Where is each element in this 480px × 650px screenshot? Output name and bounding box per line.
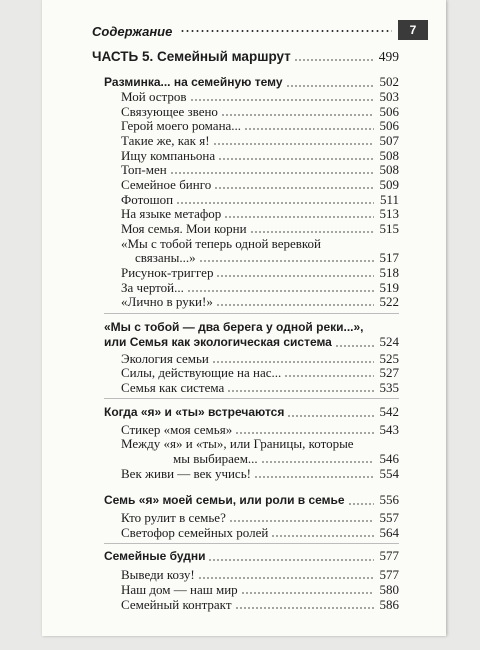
toc-item[interactable] bbox=[121, 525, 399, 540]
toc-page-number: 522 bbox=[379, 294, 399, 310]
toc-leader bbox=[271, 535, 374, 537]
toc-page-number: 508 bbox=[379, 147, 399, 163]
toc-page-number: 506 bbox=[379, 118, 399, 134]
section-divider bbox=[104, 543, 399, 544]
toc-leader bbox=[250, 231, 374, 233]
toc-section[interactable] bbox=[104, 334, 399, 350]
toc-part-5[interactable] bbox=[92, 49, 399, 64]
toc-item[interactable] bbox=[121, 422, 399, 437]
toc-item[interactable] bbox=[121, 118, 399, 133]
page-number-badge: 7 bbox=[398, 20, 428, 40]
toc-leader bbox=[213, 143, 374, 145]
toc-leader bbox=[261, 461, 374, 463]
toc-page-number: 508 bbox=[379, 162, 399, 178]
toc-item-label: Мой остров bbox=[121, 89, 187, 105]
toc-section[interactable] bbox=[104, 492, 399, 508]
toc-leader bbox=[170, 172, 374, 174]
toc-item-label: Силы, действующие на нас... bbox=[121, 365, 282, 381]
toc-item-label: Ищу компаньона bbox=[121, 147, 216, 163]
toc-leader bbox=[335, 345, 374, 347]
toc-leader bbox=[244, 128, 374, 130]
toc-page-number: 586 bbox=[379, 597, 399, 612]
toc-page-number: 557 bbox=[379, 510, 399, 525]
toc-item-label: Экология семьи bbox=[121, 350, 209, 366]
toc-item[interactable] bbox=[121, 510, 399, 525]
toc-item-label: На языке метафор bbox=[121, 206, 222, 222]
toc-page-number: 577 bbox=[379, 567, 399, 582]
toc-leader bbox=[227, 390, 374, 392]
section-divider bbox=[104, 398, 399, 399]
toc-item[interactable] bbox=[121, 177, 399, 192]
toc-item[interactable] bbox=[121, 162, 399, 177]
toc-leader bbox=[216, 275, 374, 277]
toc-section[interactable] bbox=[104, 404, 399, 420]
toc-page-number: 511 bbox=[379, 191, 399, 207]
toc-leader bbox=[190, 99, 374, 101]
toc-item-label: Топ-мен bbox=[121, 162, 167, 178]
toc-item-label: Кто рулит в семье? bbox=[121, 510, 226, 525]
toc-leader bbox=[221, 114, 374, 116]
toc-section-label: Семь «я» моей семьи, или роли в семье bbox=[104, 493, 345, 507]
toc-leader bbox=[229, 520, 374, 522]
table-of-contents bbox=[42, 0, 446, 636]
toc-page-number: 527 bbox=[379, 365, 399, 381]
toc-leader bbox=[218, 158, 374, 160]
toc-item[interactable] bbox=[121, 265, 399, 280]
toc-item[interactable] bbox=[121, 280, 399, 295]
toc-section-label: Когда «я» и «ты» встречаются bbox=[104, 405, 285, 420]
toc-item-label: Семейное бинго bbox=[121, 177, 212, 193]
book-page bbox=[42, 0, 446, 636]
toc-page-number: 515 bbox=[379, 221, 399, 237]
header-title: Содержание bbox=[92, 23, 173, 39]
toc-leader bbox=[348, 503, 374, 505]
toc-item[interactable] bbox=[121, 221, 399, 236]
toc-item-label: Моя семья. Мои корни bbox=[121, 221, 247, 237]
toc-item[interactable] bbox=[121, 597, 399, 612]
toc-item-label: Век живи — век учись! bbox=[121, 465, 251, 481]
toc-leader bbox=[187, 290, 374, 292]
toc-leader bbox=[294, 59, 374, 61]
toc-page-number: 518 bbox=[379, 265, 399, 281]
toc-section-label: Разминка... на семейную тему bbox=[104, 74, 283, 89]
toc-page-number: 556 bbox=[379, 492, 399, 507]
toc-item[interactable] bbox=[121, 365, 399, 380]
toc-leader bbox=[198, 577, 374, 579]
toc-page-number: 580 bbox=[379, 582, 399, 597]
toc-page-number: 509 bbox=[379, 177, 399, 193]
toc-item-label: мы выбираем... bbox=[173, 450, 258, 466]
toc-item[interactable] bbox=[121, 104, 399, 119]
toc-page-number: 554 bbox=[379, 465, 399, 481]
toc-page-number: 513 bbox=[379, 206, 399, 222]
toc-item-label: Светофор семейных ролей bbox=[121, 525, 269, 540]
toc-item-label: Фотошоп bbox=[121, 191, 174, 207]
toc-section[interactable] bbox=[104, 548, 399, 564]
toc-item[interactable] bbox=[121, 192, 399, 207]
toc-page-number: 525 bbox=[379, 350, 399, 366]
toc-item-label: Герой моего романа... bbox=[121, 118, 242, 134]
toc-item-label: Рисунок-триггер bbox=[121, 265, 214, 281]
toc-item[interactable] bbox=[121, 89, 399, 104]
toc-item-label: Семья как система bbox=[121, 380, 225, 395]
toc-page-number: 535 bbox=[379, 380, 399, 395]
toc-leader bbox=[214, 187, 374, 189]
toc-leader bbox=[235, 432, 374, 434]
toc-page-number: 524 bbox=[379, 334, 399, 350]
toc-leader bbox=[287, 415, 374, 417]
toc-page-number: 564 bbox=[379, 525, 399, 540]
toc-leader bbox=[235, 607, 375, 609]
toc-page-number: 543 bbox=[379, 421, 399, 437]
toc-item-label: Стикер «моя семья» bbox=[121, 421, 233, 437]
toc-item[interactable] bbox=[121, 466, 399, 481]
toc-item[interactable] bbox=[135, 250, 399, 265]
toc-leader bbox=[286, 85, 374, 87]
toc-item-label: «Лично в руки!» bbox=[121, 294, 213, 310]
toc-page-number: 542 bbox=[379, 404, 399, 420]
toc-section-label-line1[interactable]: «Мы с тобой — два берега у одной реки...», bbox=[104, 319, 364, 334]
toc-page-number: 517 bbox=[379, 250, 399, 266]
toc-item[interactable] bbox=[173, 451, 399, 466]
toc-page-number: 546 bbox=[379, 450, 399, 466]
toc-item-label: Связующее звено bbox=[121, 103, 218, 119]
toc-item-label: Такие же, как я! bbox=[121, 133, 210, 149]
toc-item[interactable] bbox=[121, 148, 399, 163]
toc-leader bbox=[241, 592, 374, 594]
toc-item[interactable] bbox=[121, 294, 399, 309]
section-divider bbox=[104, 313, 399, 314]
toc-leader bbox=[208, 559, 374, 561]
toc-page-number: 499 bbox=[378, 49, 399, 65]
toc-item-label: Выведи козу! bbox=[121, 567, 195, 582]
toc-item[interactable] bbox=[121, 133, 399, 148]
toc-item-label-line1[interactable]: Между «я» и «ты», или Границы, которые bbox=[121, 436, 354, 452]
toc-page-number: 502 bbox=[379, 73, 399, 89]
toc-section-label: Семейные будни bbox=[104, 549, 206, 563]
toc-item[interactable] bbox=[121, 380, 399, 395]
toc-leader bbox=[254, 476, 374, 478]
toc-item-label: Наш дом — наш мир bbox=[121, 582, 238, 597]
toc-page-number: 577 bbox=[379, 548, 399, 563]
toc-item-label: связаны...» bbox=[135, 250, 196, 266]
toc-leader bbox=[224, 216, 374, 218]
toc-leader bbox=[199, 260, 374, 262]
toc-item-label: За чертой... bbox=[121, 279, 184, 295]
toc-item[interactable] bbox=[121, 351, 399, 366]
toc-page-number: 519 bbox=[379, 279, 399, 295]
toc-item-label-line1[interactable]: «Мы с тобой теперь одной веревкой bbox=[121, 235, 322, 251]
toc-section[interactable] bbox=[104, 74, 399, 90]
toc-item[interactable] bbox=[121, 206, 399, 221]
toc-item[interactable] bbox=[121, 582, 399, 597]
toc-page-number: 506 bbox=[379, 103, 399, 119]
toc-item-label: Семейный контракт bbox=[121, 597, 232, 612]
toc-section-label: или Семья как экологическая система bbox=[104, 335, 332, 350]
toc-leader bbox=[216, 304, 374, 306]
toc-leader bbox=[176, 202, 374, 204]
toc-leader bbox=[212, 361, 374, 363]
toc-page-number: 507 bbox=[379, 133, 399, 149]
toc-page-number: 503 bbox=[379, 89, 399, 105]
toc-item[interactable] bbox=[121, 567, 399, 582]
toc-leader bbox=[284, 375, 374, 377]
toc-part-label: ЧАСТЬ 5. Семейный маршрут bbox=[92, 49, 291, 65]
